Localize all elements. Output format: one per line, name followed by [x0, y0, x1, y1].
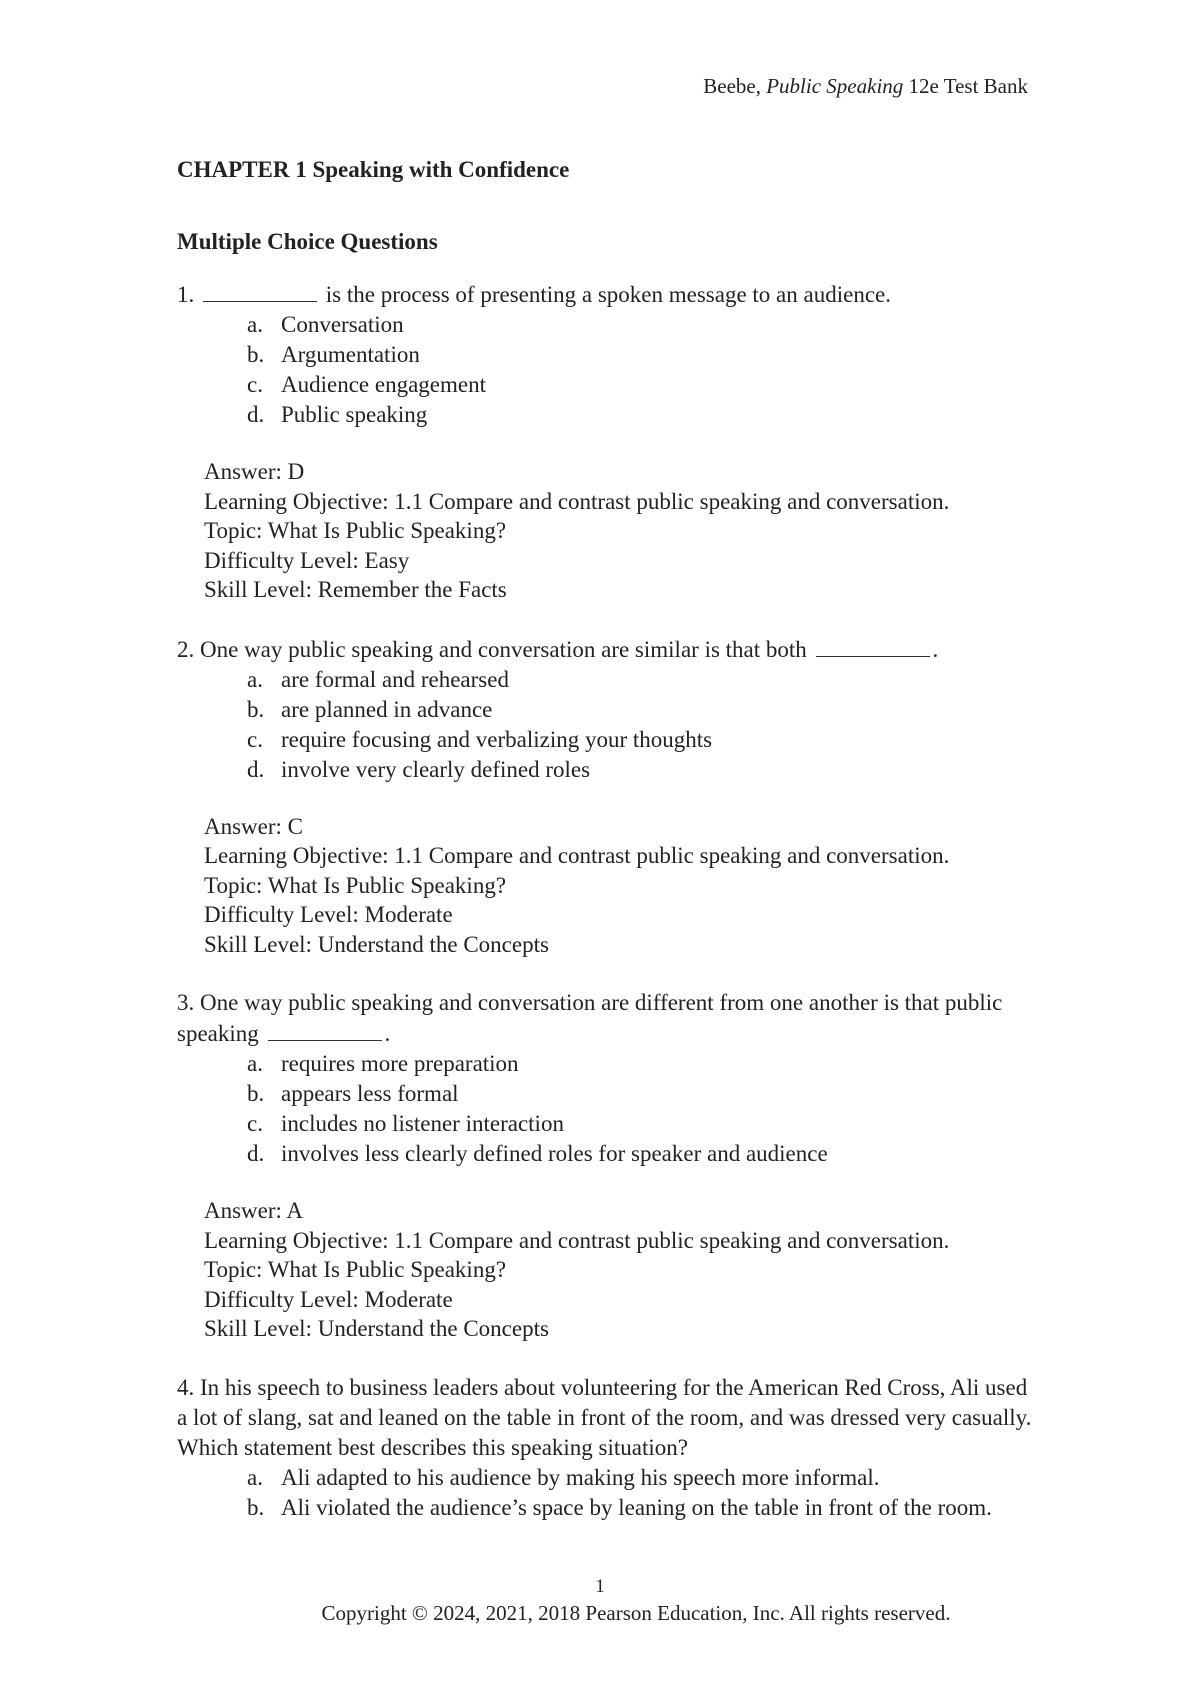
question-stem	[177, 279, 1039, 310]
stem-text-before: 2. One way public speaking and conversation are similar is that both	[177, 636, 813, 662]
option-c	[247, 725, 1039, 755]
answer-options	[177, 1463, 1039, 1523]
option-c	[247, 1109, 1039, 1139]
running-header	[703, 74, 1028, 99]
option-a	[247, 1049, 1039, 1079]
answer-key: Answer: D	[204, 459, 305, 484]
answer-blank	[203, 279, 317, 302]
difficulty-level: Difficulty Level: Moderate	[204, 902, 453, 927]
topic: Topic: What Is Public Speaking?	[204, 518, 507, 543]
answer-metadata	[204, 812, 1039, 960]
answer-key: Answer: A	[204, 1198, 304, 1223]
question-1	[177, 279, 1039, 605]
option-letter: a.	[247, 312, 263, 337]
option-a	[247, 310, 1039, 340]
option-text: Public speaking	[281, 402, 428, 427]
header-suffix: 12e Test Bank	[903, 74, 1028, 98]
answer-metadata	[204, 1196, 1039, 1344]
option-text: Conversation	[281, 312, 404, 337]
option-text: are planned in advance	[281, 696, 493, 722]
option-b	[247, 1079, 1039, 1109]
difficulty-level: Difficulty Level: Easy	[204, 547, 410, 573]
skill-level: Skill Level: Remember the Facts	[204, 577, 507, 602]
answer-metadata	[204, 457, 1039, 605]
option-letter: a.	[247, 1464, 263, 1490]
answer-options	[177, 665, 1039, 785]
option-text: require focusing and verbalizing your thoughts	[281, 726, 713, 752]
option-text: requires more preparation	[281, 1051, 519, 1076]
section-title: Multiple Choice Questions	[177, 229, 438, 254]
option-letter: b.	[247, 342, 265, 367]
learning-objective: Learning Objective: 1.1 Compare and contrast public speaking and conversation.	[204, 488, 950, 514]
stem-text-before: 1.	[177, 282, 200, 307]
header-author: Beebe,	[703, 74, 767, 98]
answer-options	[177, 310, 1039, 430]
answer-key: Answer: C	[204, 813, 304, 839]
option-letter: d.	[247, 402, 265, 427]
answer-blank	[816, 634, 930, 657]
question-stem	[177, 988, 1039, 1049]
option-letter: d.	[247, 756, 265, 782]
option-a	[247, 1463, 1039, 1493]
difficulty-level: Difficulty Level: Moderate	[204, 1286, 453, 1312]
stem-text-before: 3. One way public speaking and conversation are different from one another is that public speaking	[177, 990, 1003, 1046]
option-a	[247, 665, 1039, 695]
option-text: appears less formal	[281, 1081, 459, 1106]
learning-objective: Learning Objective: 1.1 Compare and contrast public speaking and conversation.	[204, 843, 950, 868]
option-d	[247, 1139, 1039, 1169]
option-text: Audience engagement	[281, 372, 486, 397]
question-stem: 4. In his speech to business leaders about volunteering for the American Red Cross, Ali used a lot of slang, sat and leaned on the table in front of the room, and was dressed very casually. Which statement best describes this speaking situation?	[177, 1374, 1032, 1460]
option-letter: b.	[247, 1081, 265, 1106]
option-letter: d.	[247, 1141, 265, 1166]
answer-blank	[268, 1018, 382, 1041]
option-text: are formal and rehearsed	[281, 666, 509, 692]
option-c	[247, 370, 1039, 400]
answer-options	[177, 1049, 1039, 1169]
stem-text-after: .	[932, 636, 939, 662]
topic: Topic: What Is Public Speaking?	[204, 1257, 507, 1282]
option-letter: c.	[247, 372, 263, 397]
option-letter: c.	[247, 1111, 263, 1136]
skill-level: Skill Level: Understand the Concepts	[204, 931, 549, 957]
chapter-title: CHAPTER 1 Speaking with Confidence	[177, 157, 570, 182]
question-4	[177, 1373, 1039, 1523]
option-b	[247, 340, 1039, 370]
option-letter: a.	[247, 666, 263, 692]
option-text: Argumentation	[281, 342, 420, 367]
option-text: Ali adapted to his audience by making his speech more informal.	[281, 1464, 880, 1490]
page-content	[177, 150, 1039, 1523]
option-text: includes no listener interaction	[281, 1111, 564, 1136]
option-letter: b.	[247, 1494, 265, 1520]
stem-text-after: is the process of presenting a spoken message to an audience.	[320, 282, 891, 307]
question-2	[177, 634, 1039, 960]
option-text: Ali violated the audience’s space by leaning on the table in front of the room.	[281, 1494, 992, 1520]
option-b	[247, 1493, 1039, 1523]
page-number: 1	[595, 1576, 605, 1597]
skill-level: Skill Level: Understand the Concepts	[204, 1316, 549, 1341]
stem-text-after: .	[384, 1021, 391, 1046]
learning-objective: Learning Objective: 1.1 Compare and contrast public speaking and conversation.	[204, 1227, 950, 1253]
copyright-notice: Copyright © 2024, 2021, 2018 Pearson Education, Inc. All rights reserved.	[321, 1601, 951, 1625]
option-letter: a.	[247, 1051, 263, 1076]
option-letter: b.	[247, 696, 265, 722]
option-letter: c.	[247, 726, 263, 752]
question-stem	[177, 634, 1039, 665]
option-text: involves less clearly defined roles for speaker and audience	[281, 1141, 828, 1166]
topic: Topic: What Is Public Speaking?	[204, 872, 507, 898]
option-b	[247, 695, 1039, 725]
option-d	[247, 755, 1039, 785]
option-d	[247, 400, 1039, 430]
question-3	[177, 988, 1039, 1344]
header-book-title: Public Speaking	[766, 74, 904, 98]
option-text: involve very clearly defined roles	[281, 756, 591, 782]
